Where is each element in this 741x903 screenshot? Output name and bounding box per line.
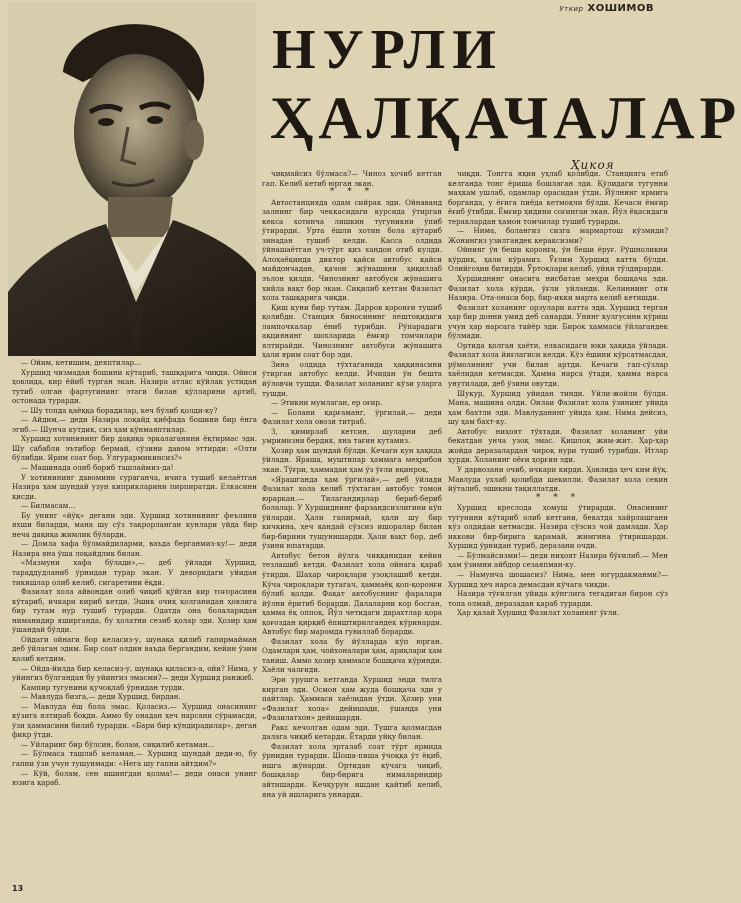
paragraph: Автостанцияда одам сийрак эди. Ойнаванд залнинг бир чеккасидаги курсида ўтирган кекса хотинча лишкин тугуникни ўпиб ўтирарди. Урта ёшли хотин бола кўтариб зинадан тушиб келди. Касса олдида ўйнашаётган уч-тўрт қиз хандон отиб кулди. Алоҳаёқинда диктор қайси автобус қайси майдончадан, қачон жўнашини ҳиқиллаб эълон қилди. Чинознинг автобуси жўнашига хийла вақт бор экан. Сиқилиб кетган Фазилат хола ташқарига чиқди. <box>262 197 442 303</box>
author-byline <box>559 3 654 14</box>
story-title-line-2: ҲАЛҚАЧАЛАР <box>270 85 741 151</box>
paragraph: Автобус ниҳоят тўхтади. Фазилат холанинг уйи бекатдан унча узоқ эмас. Қишлоқ жим-жит. Ҳар-ҳар жойда деразалардан чироқ нури тушиб турибди. Итлар ҳурди. Холанинг оёғи ҳорғин эди. <box>448 426 668 465</box>
page-number: 13 <box>12 884 24 893</box>
author-last-name: ХОШИМОВ <box>587 3 654 14</box>
paragraph: Фазилат хола эрталаб соат тўрт ярмида ўрнидан турарди. Шоша-пиша ўчоққа ўт ёқиб, ишга жўнарди. Ортидан кўчага чиқиб, бошқалар бир-бирига нималарнидир айтишарди. Кечқурун ишдан қайтиб келиб, яна уй ишларига уннарди. <box>262 741 442 799</box>
paragraph: — Намунча шошасиз? Нима, мен югурдакманми?— Хуршид ҳеч нарса демасдан кўчага чиқди. <box>448 569 668 589</box>
section-divider-stars: * * * <box>535 492 581 503</box>
paragraph: — Шу топда қаёққа борадилар, кеч бўлиб қолди-ку? <box>21 405 218 415</box>
paragraph: «Ярашганда ҳам ўргилай»,— деб ўйлади Фазилат хола келиб тўхтаган автобус томон юраркан.— Тилагандирлар бериб-бериб болалар. У Хуршиднинг фарзандсизлигини кўп ўйларди. Ҳали гапирмай, ҳали шу бир кичкина, ҳеч қандай сўзсиз ишоралар билан бир-бирини тушунишарди. Ҳали вақт бор, деб ўзини юпатарди. <box>262 474 442 551</box>
paragraph: — Домла хафа бўлмайдиларми, ваъда берганмиз-ку!— деди Назира яна ўша лоқайдлик билан. <box>12 539 257 558</box>
paragraph: Ҳар қалай Хуршид Фазилат холанинг ўғли. <box>457 608 620 618</box>
paragraph: — Этикни мумлаган, ер оғир. <box>271 398 383 408</box>
story-title-line-1: НУРЛИ <box>272 19 503 81</box>
paragraph: У хотинининг давомини сураганча, ичига тушиб келаётган Назира ҳам шундай узун киприкларини пирпиратди. Елкасини қисди. <box>12 472 257 501</box>
paragraph: Ортида қолган ҳаёти, елкасидаги юки ҳақида ўйлади. Фазилат хола йиғлагиси келди. Кўз ёшини кўрсатмасдан, рўмолининг учи билан артди. Кечаги гап-сўзлар хаёлидан кетмасди. Ҳамма нарса ўтади, ҳамма нарса унутилади, деб ўзини овутди. <box>448 340 668 389</box>
paragraph: Ойнинг ўн беши қоронғи, ўн беши ёруғ. Рўшноликни кўрдик, ҳали кўрамиз. Ўғлим Хуршид катта бўлди. Олийгоҳни битирди. Ўртоқлари келиб, уйни тўлдирарди. <box>448 245 668 274</box>
paragraph: Хуршиднинг онасига нисбатан меҳри бошқача эди. Фазилат хола кўрди, ўғли уйланди. Келиннинг оти Назира. Ота-онаси бор, бир-икки марта келиб кетишди. <box>448 274 668 303</box>
paragraph: чиқди. Тонгга яқин уҳлаб қолибди. Станцияга етиб келганда тонг ёриша бошлаган эди. Қўлидаги тугунни маҳкам ушлаб, одамлар орасидан ўтди. Йўлнинг ярмига борганда, у ёғига пиёда кетмоқчи бўлди. Кечаси ёмғир ёғиб ўтибди. Ёмғир ҳидини соғинган экан. Йўл ёқасидаги тераклардан ҳамон томчилар тушиб турарди. <box>448 169 668 226</box>
paragraph: Шукур, Хуршид уйидан тинди. Уйли-жойли бўлди. Мана, машина олди. Оилаи Фазилат хола ўзининг уйида ҳам бахтли эди. Мавлуданинг уйида ҳам. Нима дейсиз, шу ҳам бахт-ку. <box>448 388 668 427</box>
paragraph: — Нима, болангиз сизга мармартош кўзмиди? Жонингиз узилгандек кераксизми? <box>448 226 668 245</box>
paragraph: — Билмасам… <box>21 501 76 511</box>
paragraph: — Машинада олиб бориб ташлаймиз-да! <box>21 463 174 473</box>
paragraph: чиқмайсиз бўлмаса?— Чиноз ҳочиб кетган гап. Келиб кетиб юрган экан. <box>262 169 442 188</box>
paragraph: — Мавлуда бизга,— деди Хуршид, бирдан. <box>21 692 181 702</box>
author-portrait <box>8 2 256 356</box>
paragraph: — Бўлмаса ташлаб келаман,— Хуршид шундай деди-ю, бу гапни ўзи учун тушунмади: «Нега шу гапни айтдим?» <box>12 749 257 768</box>
paragraph: Хуршид хотинининг бир дақиқа эркалаганини ёқтирмас эди. Шу сабабли эътибор бермай, сўзини давом эттирди: «Олти бўлибди. Ярим соат бор. Улгурармикинсиз?» <box>12 434 257 463</box>
paragraph: «Мазмуни хафа бўлади»,— деб ўйлади Хуршид, тараддудланиб ўрнидан турар экан. У деворидаги уйидан тикишлар олиб келиб, сигаретини ёқди. <box>12 558 257 587</box>
paragraph: Ҳозир ҳам шундай бўлди. Кечаги кун ҳақида ўйлади. Яраша, муштипар ҳаммага меҳрибон экан. Тўғри, ҳаммадан ҳам ўз ўғли яқинроқ. <box>262 445 442 474</box>
paragraph: — Уйларинг бир бўлсин, болам, сиқилиб кетаман… <box>21 739 215 749</box>
story-genre: Ҳикоя <box>571 158 615 172</box>
paragraph: — Кўй, болам, сен ишингдан қолма!— деди онаси унинг юзига қараб. <box>12 768 257 788</box>
paragraph: Бу унинг «йўқ» дегани эди. Хуршид хотинининг феълини яхши биларди, мана шу сўз такрорланган кунлари уйда бир неча дақиқа жимлик бўларди. <box>12 510 257 539</box>
paragraph: Хуршид чизмадан бошини кўтариб, ташқарига чиқди. Ойиси ҳовлида, кир ёйиб турган экан. Назира атлас кўйлак устидан тутиб олган фартугининг этаги билан қўлларини артиб, остонада турарди. <box>12 367 257 406</box>
paragraph: Зина олдида тўхтаганида ҳаққинасини ўтирган автобус келди. Ичидан ўн бешта йўловчи тушди. Фазилат холанинг кўзи уларга тушди. <box>262 359 442 398</box>
paragraph: Ойдаги ойнаги бор келасиз-у, шунақа қилиб гапирмайман деб ўйлаган эдим. Бир соат олдин ваъда бергандим, кейин ўзим қолиб кетдим. <box>12 634 257 663</box>
paragraph: — Айдим,— деди Назира лоқайд қиёфада бошини бир ёнга эгиб.— Шунча кутдик, сиз ҳам кўнмаяптилар. <box>12 415 257 434</box>
author-first-name: Уткир <box>559 5 584 13</box>
paragraph: З, қимирлаб кетсин, шуларни деб умримизни бердик, яна тағин кутамиз. <box>262 426 442 446</box>
paragraph: Қиш куни бир тутам. Дарров қоронғи тушиб қолибди. Станция биносининг пештоқидаги лампочкалар ёниб турибди. Рўпарадаги ақциянинг шохларида ёмғир томчилари ялтирайди. Чинознинг автобуси жўнашига ҳали ярим соат бор эди. <box>262 302 442 360</box>
text-column-1 <box>12 358 257 880</box>
paragraph: — Мавлуда ёш бола эмас. Қоласиз.— Хуршид онасининг кўзига ялтираб боқди. Аммо бу онадан ҳеч нарсани сўрамасди, ўзи ҳаммасини билиб турарди. «Бари бир кўндирадилар», деган фикр ўтди. <box>12 701 257 740</box>
paragraph: Эри урушга кетганда Хуршид энди тилга кирган эди. Осмон ҳам жуда бошқача эди у пайтлар. Ҳаммаси хаёлидан ўтди. Ҳозир уни «Фазилат хола» дейишади, ўшанда уни «Фазилатхон» дейишарди. <box>262 674 442 723</box>
paragraph: Фазилат холанинг орзулари катта эди. Хуршид терган ҳар бир донни умид деб санарди. Унинг кулгусини кўриш учун ҳар нарсага тайёр эди. Бирок ҳаммаси ўйлагандек бўлмади. <box>448 302 668 341</box>
paragraph: Кампир тугунини қучоқлаб ўрнидан турди. <box>21 682 185 692</box>
paragraph: Автобус бетон йўлга чиққанидан кейин тезлашиб кетди. Фазилат хола ойнага қараб ўтирди. Шаҳар чироқлари узоқлашиб кетди. Кўча чироқлари тугагач, ҳаммаёқ қоп-қоронғи бўлиб қолди. Фақат автобуснинг фаралари йўлни ёритиб борарди. Далаларни кор босган, ҳамма ёқ оппоқ. Йўл четидаги дарахтлар қора қоғоздан қирқиб ёпиштирилгандек кўринарди. Автобус бир маромда гувиллаб борарди. <box>262 550 442 637</box>
text-column-3 <box>448 169 668 886</box>
paragraph: У дарвозани очиб, ичкари кирди. Ҳовлида ҳеч ким йўқ. Мавлуда ухлаб қолибди шекилли. Фазилат хола секин йўталиб, эшикни тақиллатди. <box>448 464 668 494</box>
paragraph: — Ойда-йилда бир келасиз-у, шунақа қиласиз-а, ойи? Нима, у уйингиз бўлгандан бу уйингиз эмасми?— деди Хуршид ранжиб. <box>12 663 257 683</box>
section-divider-stars: * * * <box>329 187 375 198</box>
paragraph: — Ойим, кетишим, деяптилар… <box>21 358 142 367</box>
paragraph: — Болани қарғаманг, ўргилай,— деди Фазилат хола овози титраб. <box>262 407 442 427</box>
paragraph: Назира тўғилган уйида кўнглига тегадиган бирон сўз топа олмай, деразадан қараб турарди. <box>448 589 668 608</box>
paragraph: Фазилат хола айвондан олиб чиқиб қўйган кир тоғорасини кўтариб, ичкари кириб кетди. Эшик очиқ қолганидан ҳовлига бир тутам нур тушиб турарди. Одатда она болаларидан ниманидир яширганда, бу ҳолатни сезиб қолар эди. Ҳозир ҳам ўшандай бўлди. <box>12 587 257 635</box>
paragraph: Хуршид креслода ҳомуш ўтирарди. Онасининг тугунини кўтариб олиб кетгани, бекатда хайрлашгани кўз олдидан кетмасди. Назира сўзсиз чой дамлади. Ҳар иккови бир-бирига қарамай, жимгина ўтиришарди. Хуршид ўрнидан туриб, деразани очди. <box>448 503 668 551</box>
paragraph: Ракс кечолган одам эди. Тушга қолмасдан далага чиқиб кетарди. Ётарди уйқу билан. <box>262 722 442 742</box>
paragraph: Фазилат хола бу йўлларда кўп юрган. Одамлари ҳам, чойхоналари ҳам, ариқлари ҳам таниш. Аммо ҳозир ҳаммаси бошқача кўринди. Хаёли чалғиди. <box>262 636 442 675</box>
paragraph: — Бўлмайсизми!— деди ниҳоят Назира бўғилиб.— Мен ҳам ўзимни айбдор сезаяпман-ку. <box>448 550 668 570</box>
text-column-2 <box>262 169 442 886</box>
portrait-photo-icon <box>8 2 256 356</box>
